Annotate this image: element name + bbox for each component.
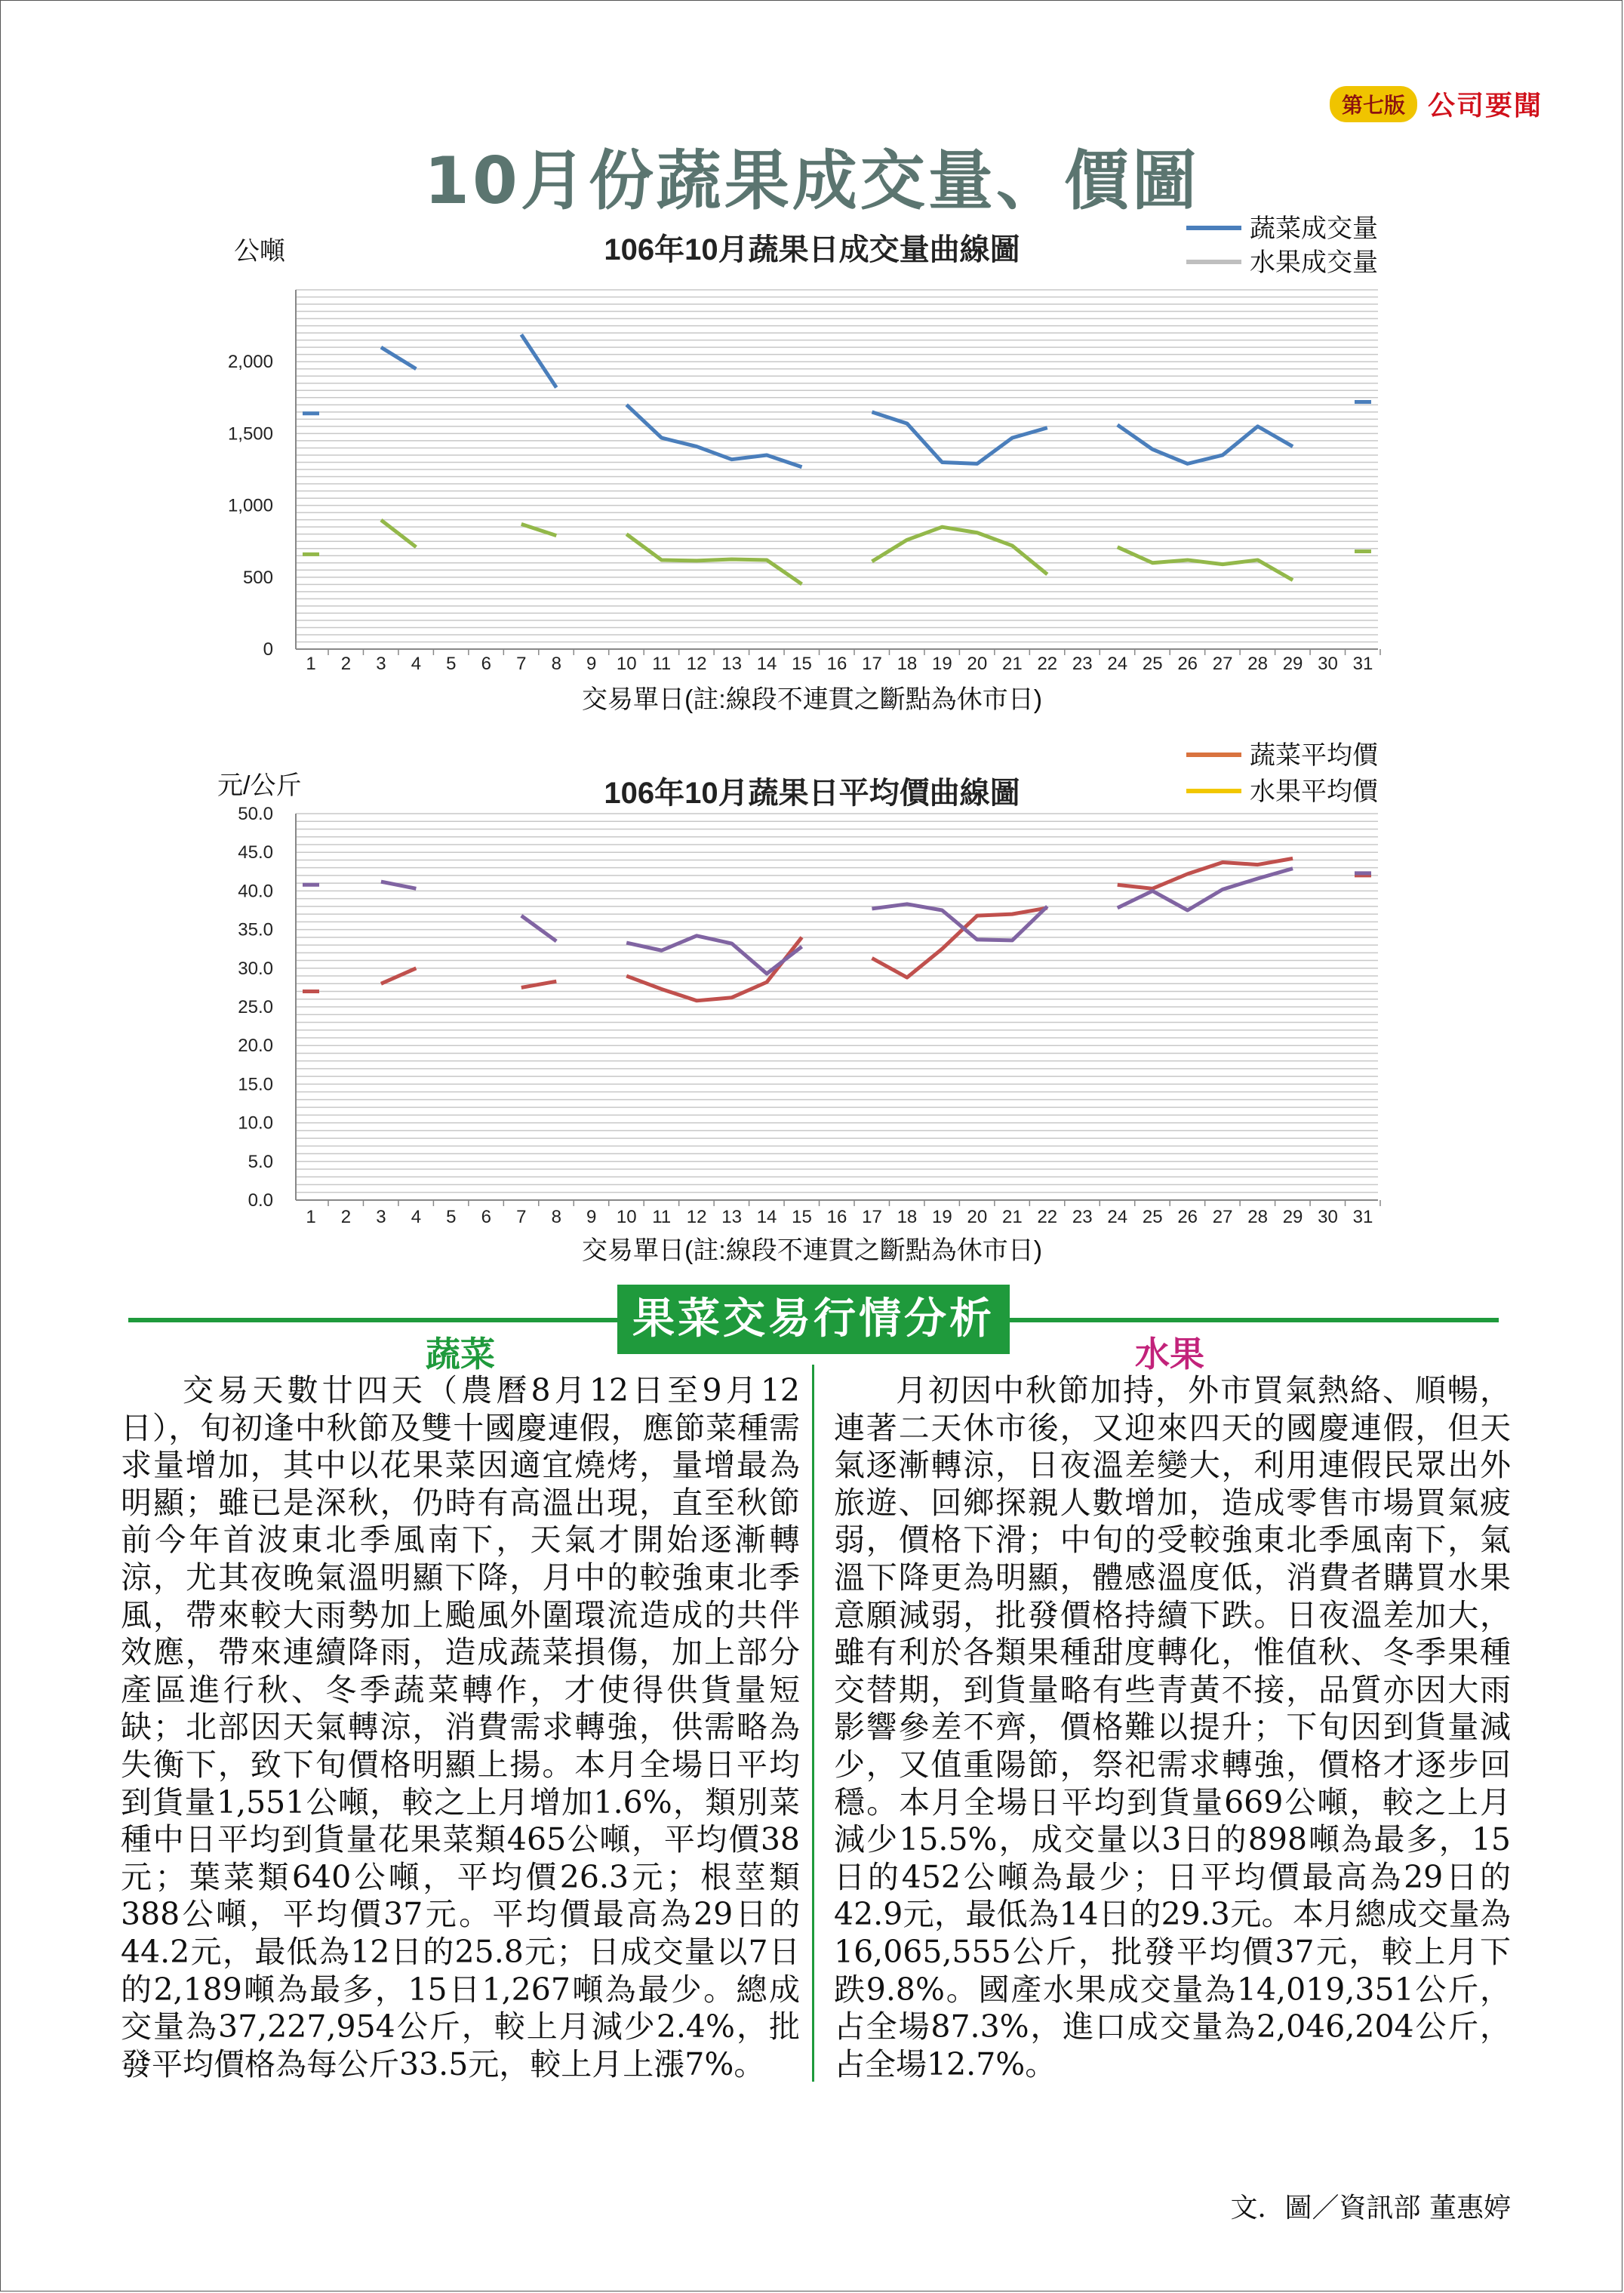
x-tick-label: 17 <box>862 1207 882 1227</box>
x-tick-label: 17 <box>862 654 882 674</box>
x-tick-label: 27 <box>1212 654 1233 674</box>
x-tick-label: 28 <box>1247 1207 1268 1227</box>
x-tick-label: 29 <box>1282 654 1303 674</box>
y-tick-label: 20.0 <box>238 1036 273 1057</box>
x-tick-label: 23 <box>1072 654 1093 674</box>
column-divider <box>812 1365 814 2082</box>
x-tick-label: 24 <box>1107 654 1128 674</box>
y-tick-label: 1,500 <box>227 423 273 445</box>
series-line <box>1118 425 1293 463</box>
x-tick-label: 7 <box>516 654 527 674</box>
vegetables-heading: 蔬菜 <box>426 1334 495 1374</box>
x-tick-label: 4 <box>411 654 422 674</box>
series-line <box>1118 858 1293 888</box>
x-tick-label: 14 <box>756 1207 777 1227</box>
x-tick-label: 11 <box>652 1207 672 1227</box>
analysis-title: 果菜交易行情分析 <box>617 1285 1010 1354</box>
x-tick-label: 5 <box>446 654 457 674</box>
x-tick-label: 8 <box>551 654 561 674</box>
y-tick-label: 1,000 <box>227 495 273 516</box>
x-tick-label: 23 <box>1072 1207 1093 1227</box>
x-tick-label: 9 <box>586 654 597 674</box>
y-tick-label: 0 <box>263 639 273 660</box>
y-tick-label: 2,000 <box>227 352 273 373</box>
price-chart <box>0 740 1624 1268</box>
series-line <box>872 412 1047 464</box>
x-axis-label: 交易單日(註:線段不連貫之斷點為休市日) <box>581 1236 1043 1265</box>
y-axis-label: 公噸 <box>234 237 285 266</box>
x-tick-label: 5 <box>446 1207 457 1227</box>
x-tick-label: 10 <box>616 1207 637 1227</box>
edition-label <box>1330 85 1542 123</box>
section-rule-right <box>1008 1318 1499 1322</box>
y-tick-label: 35.0 <box>238 919 273 940</box>
x-tick-label: 30 <box>1318 654 1338 674</box>
legend-label: 蔬菜成交量 <box>1250 214 1378 243</box>
x-tick-label: 26 <box>1177 654 1198 674</box>
x-tick-label: 14 <box>756 654 777 674</box>
page-title: 10月份蔬果成交量、價圖 <box>424 143 1200 219</box>
x-tick-label: 19 <box>932 1207 952 1227</box>
x-tick-label: 19 <box>932 654 952 674</box>
x-tick-label: 3 <box>376 1207 386 1227</box>
x-tick-label: 31 <box>1352 1207 1373 1227</box>
x-tick-label: 29 <box>1282 1207 1303 1227</box>
fruits-heading: 水果 <box>1135 1334 1204 1374</box>
x-tick-label: 26 <box>1177 1207 1198 1227</box>
series-line <box>1118 547 1293 580</box>
x-tick-label: 31 <box>1352 654 1373 674</box>
x-tick-label: 20 <box>967 1207 988 1227</box>
article-credit: 文．圖／資訊部 董惠婷 <box>1230 2193 1511 2224</box>
y-tick-label: 30.0 <box>238 958 273 979</box>
legend-label: 水果平均價 <box>1250 777 1378 806</box>
vegetables-article: 交易天數廿四天（農曆8月12日至9月12日），旬初逢中秋節及雙十國慶連假，應節菜種需求量增加，其中以花果菜因適宜燒烤，量增最為明顯；雖已是深秋，仍時有高溫出現，直至秋節前今年首波東北季風南下，天氣才開始逐漸轉涼，尤其夜晚氣溫明顯下降，月中的較強東北季風，帶來較大雨勢加上颱風外圍環流造成的共伴效應，帶來連續降雨，造成蔬菜損傷，加上部分產區進行秋、冬季蔬菜轉作，才使得供貨量短缺；北部因天氣轉涼，消費需求轉強，供需略為失衡下，致下旬價格明顯上揚。本月全場日平均到貨量1,551公噸，較之上月增加1.6%，類別菜種中日平均到貨量花果菜類465公噸，平均價38元；葉菜類640公噸，平均價26.3元；根莖類388公噸，平均價37元。平均價最高為29日的44.2元，最低為12日的25.8元；日成交量以7日的2,189噸為最多，15日1,267噸為最少。總成交量為37,227,954公斤，較上月減少2.4%，批發平均價格為每公斤33.5元，較上月上漲7%。 <box>121 1372 800 2082</box>
series-line <box>381 520 416 547</box>
x-axis-label: 交易單日(註:線段不連貫之斷點為休市日) <box>581 685 1043 714</box>
y-tick-label: 25.0 <box>238 997 273 1017</box>
y-tick-label: 50.0 <box>238 804 273 824</box>
x-tick-label: 10 <box>616 654 637 674</box>
y-tick-label: 45.0 <box>238 842 273 863</box>
x-tick-label: 28 <box>1247 654 1268 674</box>
x-tick-label: 22 <box>1037 1207 1058 1227</box>
x-tick-label: 12 <box>686 654 707 674</box>
section-rule-left <box>128 1318 619 1322</box>
y-axis-label: 元/公斤 <box>217 771 302 800</box>
x-tick-label: 13 <box>721 654 742 674</box>
legend-label: 蔬菜平均價 <box>1250 741 1378 770</box>
y-tick-label: 500 <box>242 567 273 588</box>
series-line <box>521 334 556 387</box>
x-tick-label: 13 <box>721 1207 742 1227</box>
series-line <box>381 347 416 369</box>
x-tick-label: 1 <box>306 1207 316 1227</box>
x-tick-label: 16 <box>826 654 847 674</box>
x-tick-label: 6 <box>481 1207 492 1227</box>
fruits-article: 月初因中秋節加持，外市買氣熱絡、順暢，連著二天休市後，又迎來四天的國慶連假，但天氣逐漸轉涼，日夜溫差變大，利用連假民眾出外旅遊、回鄉探親人數增加，造成零售市場買氣疲弱，價格下滑；中旬的受較強東北季風南下，氣溫下降更為明顯，體感溫度低，消費者購買水果意願減弱，批發價格持續下跌。日夜溫差加大，雖有利於各類果種甜度轉化，惟值秋、冬季果種交替期，到貨量略有些青黃不接，品質亦因大雨影響參差不齊，價格難以提升；下旬因到貨量減少，又值重陽節，祭祀需求轉強，價格才逐步回穩。本月全場日平均到貨量669公噸，較之上月減少15.5%，成交量以3日的898噸為最多，15日的452公噸為最少；日平均價最高為29日的42.9元，最低為14日的29.3元。本月總成交量為16,065,555公斤，批發平均價37元，較上月下跌9.8%。國產水果成交量為14,019,351公斤，占全場87.3%，進口成交量為2,046,204公斤，占全場12.7%。 <box>834 1372 1511 2082</box>
x-tick-label: 3 <box>376 654 386 674</box>
x-tick-label: 18 <box>897 654 918 674</box>
x-tick-label: 20 <box>967 654 988 674</box>
x-tick-label: 27 <box>1212 1207 1233 1227</box>
x-tick-label: 22 <box>1037 654 1058 674</box>
y-tick-label: 10.0 <box>238 1113 273 1134</box>
x-tick-label: 21 <box>1001 1207 1023 1227</box>
y-tick-label: 40.0 <box>238 881 273 902</box>
x-tick-label: 7 <box>516 1207 527 1227</box>
x-tick-label: 2 <box>340 1207 352 1227</box>
series-line <box>872 908 1047 977</box>
x-tick-label: 15 <box>792 1207 812 1227</box>
x-tick-label: 6 <box>481 654 492 674</box>
edition-badge: 第七版 <box>1330 86 1417 122</box>
x-tick-label: 21 <box>1001 654 1023 674</box>
x-tick-label: 15 <box>792 654 812 674</box>
x-tick-label: 25 <box>1142 654 1163 674</box>
x-tick-label: 30 <box>1318 1207 1338 1227</box>
x-tick-label: 4 <box>411 1207 422 1227</box>
x-tick-label: 18 <box>897 1207 918 1227</box>
x-tick-label: 24 <box>1107 1207 1128 1227</box>
section-name: 公司要聞 <box>1427 91 1542 122</box>
x-tick-label: 12 <box>686 1207 707 1227</box>
legend-label: 水果成交量 <box>1250 248 1378 277</box>
y-tick-label: 5.0 <box>248 1151 273 1172</box>
volume-chart <box>0 204 1624 732</box>
series-line <box>521 981 556 987</box>
x-tick-label: 11 <box>652 654 672 674</box>
y-tick-label: 0.0 <box>248 1190 273 1211</box>
x-tick-label: 16 <box>826 1207 847 1227</box>
x-tick-label: 8 <box>551 1207 561 1227</box>
chart-title: 106年10月蔬果日成交量曲線圖 <box>604 233 1020 266</box>
x-tick-label: 1 <box>306 654 316 674</box>
x-tick-label: 25 <box>1142 1207 1163 1227</box>
chart-title: 106年10月蔬果日平均價曲線圖 <box>604 777 1020 810</box>
x-tick-label: 2 <box>340 654 352 674</box>
series-line <box>626 405 801 466</box>
x-tick-label: 9 <box>586 1207 597 1227</box>
y-tick-label: 15.0 <box>238 1074 273 1095</box>
